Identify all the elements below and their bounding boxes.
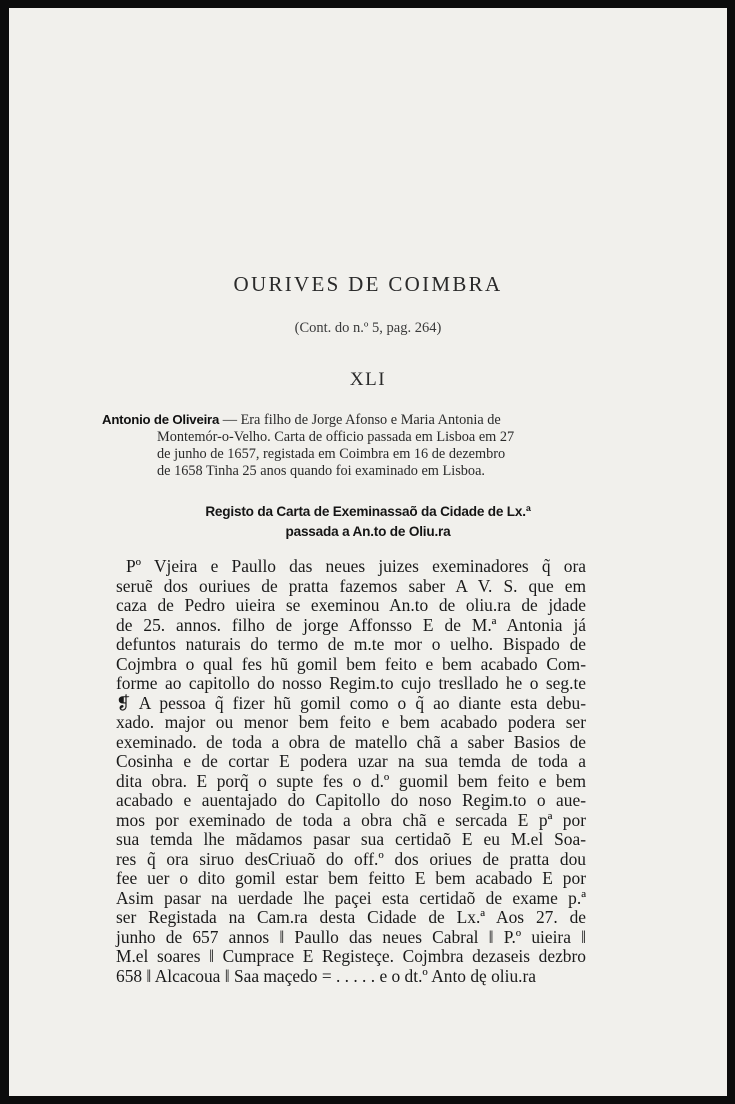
- entry-line-2: Montemór-o-Velho. Carta de officio passada em Lisboa em 27: [157, 429, 515, 445]
- transcript-line: ❡ A pessoa q̃ fizer hũ gomil como o q̃ ao diante esta debu-: [116, 692, 586, 713]
- document-heading-line-1: Registo da Carta de Exeminassaõ da Cidade de Lx.ª: [205, 504, 531, 519]
- entry-name: Antonio de Oliveira: [102, 412, 220, 427]
- entry-line-4: de 1658 Tinha 25 anos quando foi examinado em Lisboa.: [157, 463, 485, 479]
- entry-line-3: de junho de 1657, registada em Coimbra em 16 de dezembro: [157, 446, 506, 462]
- entry-dash: —: [222, 412, 237, 428]
- transcript-line: 658 ‖ Alcacoua ‖ Saa maçedo = . . . . . e o dt.º Anto dę oliu.ra: [116, 965, 537, 986]
- transcript-line: forme ao capitollo do nosso Regim.to cujo tresllado he o seg.te: [116, 673, 586, 693]
- transcript-line: xado. major ou menor bem feito e bem acabado podera ser: [116, 712, 586, 732]
- transcript-line: sua temda lhe mãdamos pasar sua certidaõ E eu M.el Soa-: [116, 829, 586, 849]
- document-page: [9, 8, 727, 1096]
- transcript-line: ser Registada na Cam.ra desta Cidade de Lx.ª Aos 27. de: [116, 907, 586, 927]
- transcript-line: Cojmbra o qual fes hũ gomil bem feito e bem acabado Com-: [116, 653, 586, 674]
- transcript-line: Cosinha e de cortar E podera uzar na sua temda de toda a: [116, 751, 586, 771]
- transcript-line: de 25. annos. filho de jorge Affonsso E de M.ª Antonia já: [116, 614, 586, 635]
- transcript-line: fee uer o dito gomil estar bem feitto E bem acabado E por: [116, 868, 586, 888]
- document-heading-line-2: passada a An.to de Oliu.ra: [285, 524, 451, 539]
- transcript-line: seruẽ dos ouriues de pratta fazemos saber A V. S. que em: [116, 575, 586, 596]
- transcript-line: exeminado. de toda a obra de matello chã a saber Basios de: [116, 731, 586, 752]
- transcript-line: caza de Pedro uieira se exeminou An.to de oliu.ra de jdade: [116, 595, 586, 615]
- transcript-line: Pº Vjeira e Paullo das neues juizes exeminadores q̃ ora: [126, 556, 586, 576]
- entry-line-1: [102, 411, 682, 429]
- transcript-line: defuntos naturais do termo de m.te mor o uelho. Bispado de: [116, 634, 586, 654]
- continuation-note: (Cont. do n.º 5, pag. 264): [294, 320, 442, 336]
- transcript-line: M.el soares ‖ Cumprace E Registeçe. Cojmbra dezaseis dezbro: [116, 946, 586, 966]
- transcript-line: Asim pasar na uerdade lhe paçei esta certidaõ de exame p.ª: [116, 887, 586, 908]
- transcript-line: dita obra. E porq̃ o supte fes o d.º guomil bem feito e bem: [116, 770, 586, 791]
- entry-text: Era filho de Jorge Afonso e Maria Antonia de: [240, 412, 501, 428]
- document-heading: [9, 502, 727, 542]
- article-title: OURIVES DE COIMBRA: [233, 272, 503, 296]
- section-number: XLI: [349, 369, 387, 390]
- transcript-line: res q̃ ora siruo desCriuaõ do off.º dos oriues de pratta dou: [116, 848, 586, 869]
- transcript-line: mos por exeminado de toda a obra chã e sercada E pª por: [116, 809, 586, 830]
- transcript-line: junho de 657 annos ‖ Paullo das neues Cabral ‖ P.º uieira ‖: [116, 926, 586, 947]
- biographical-entry: [102, 411, 682, 480]
- transcript-body: [116, 557, 586, 986]
- transcript-line: acabado e auentajado do Capitollo do noso Regim.to o aue-: [116, 790, 586, 810]
